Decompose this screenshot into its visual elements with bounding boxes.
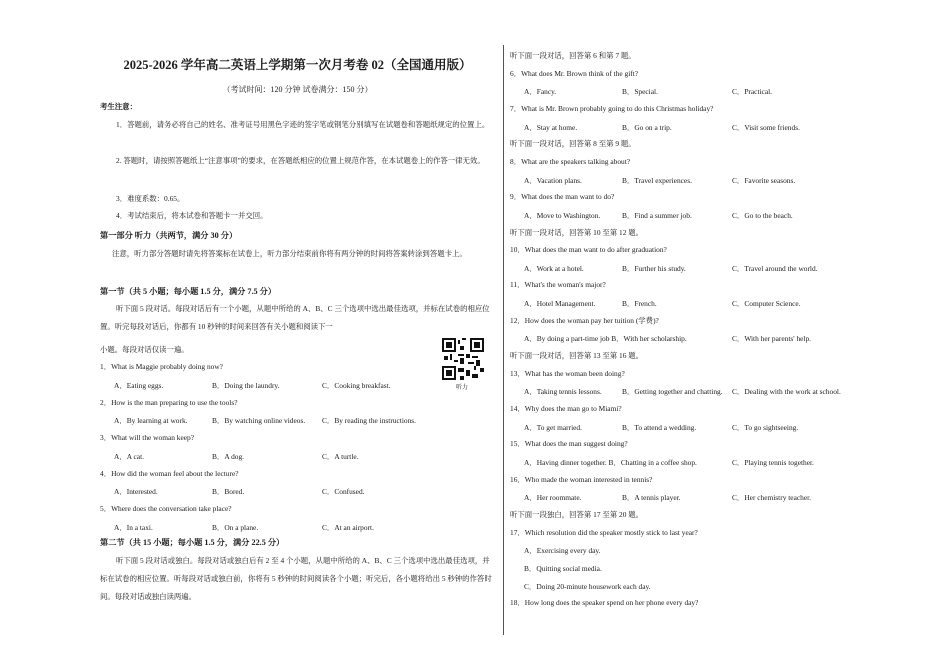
exam-title: 2025-2026 学年高二英语上学期第一次月考卷 02（全国通用版） xyxy=(123,58,472,72)
question-2-option-c[interactable]: C．By reading the instructions. xyxy=(322,416,417,425)
option-a[interactable]: A．Fancy. xyxy=(524,87,557,97)
option-c[interactable]: C．Travel around the world. xyxy=(732,263,818,273)
question-1: 1．What is Maggie probably doing now? xyxy=(100,362,223,371)
option-b[interactable]: B．Further his study. xyxy=(622,263,686,273)
section2-intro: 听下面 5 段对话或独白。每段对话或独白后有 2 至 4 个小题，从题中所给的 A、B、C 三个选项中选出最佳选项，并标在试卷的相应位置。听每段对话或独白前，你将有 5 秒钟的时间阅读各个小题；听完后，各小题将给出 5 秒钟的作答时间。每段对话或独白读两遍。 xyxy=(100,556,492,601)
option-item[interactable]: B．Quitting social media. xyxy=(524,563,602,573)
option-b[interactable]: B．Travel experiences. xyxy=(622,175,692,185)
question-line: 11．What's the woman's major? xyxy=(510,280,606,290)
option-c[interactable]: C．With her parents' help. xyxy=(732,334,812,344)
question-3-option-a[interactable]: A．A cat. xyxy=(114,451,144,461)
option-c[interactable]: C．Go to the beach. xyxy=(732,210,793,220)
option-a[interactable]: A．Stay at home. xyxy=(524,122,578,132)
option-a[interactable]: A．Vacation plans. xyxy=(524,175,582,185)
question-line: 17．Which resolution did the speaker mostly stick to last year? xyxy=(510,527,698,537)
option-b[interactable]: B．Find a summer job. xyxy=(622,210,692,220)
option-c[interactable]: C．Practical. xyxy=(732,87,773,97)
option-a[interactable]: A．Her roommate. xyxy=(524,493,582,503)
option-a[interactable]: A．Move to Washington. xyxy=(524,210,601,220)
option-a[interactable]: A．Hotel Management. xyxy=(524,299,596,309)
question-1-option-c[interactable]: C．Cooking breakfast. xyxy=(322,380,391,390)
option-a-b[interactable]: A．Having dinner together. B．Chatting in a coffee shop. xyxy=(524,457,697,467)
section1-heading: 第一节（共 5 小题；每小题 1.5 分，满分 7.5 分） xyxy=(100,287,277,296)
question-line: 7．What is Mr. Brown probably going to do this Christmas holiday? xyxy=(510,103,714,113)
option-a[interactable]: A．To get married. xyxy=(524,422,582,432)
qr-code-image xyxy=(442,338,484,380)
option-a[interactable]: A．Taking tennis lessons. xyxy=(524,387,602,397)
option-item[interactable]: A．Exercising every day. xyxy=(524,546,601,556)
question-line: 13．What has the woman been doing? xyxy=(510,368,625,378)
section1-intro: 听下面 5 段对话。每段对话后有一个小题，从题中所给的 A、B、C 三个选项中选出最佳选项，并标在试卷的相应位置。听完每段对话后，你都有 10 秒钟的时间来回答有关小题和阅读下一 xyxy=(100,304,490,331)
question-3: 3．What will the woman keep? xyxy=(100,433,194,442)
question-line: 12．How does the woman pay her tuition (学费)? xyxy=(510,315,659,325)
qr-code-label: 听力 xyxy=(456,385,469,391)
notice-heading: 考生注意： xyxy=(100,102,137,111)
question-5: 5．Where does the conversation take place? xyxy=(100,504,232,513)
instruction-line: 听下面一段独白，回答第 17 至第 20 题。 xyxy=(510,509,644,519)
column-divider xyxy=(503,45,504,635)
question-5-option-c[interactable]: C．At an airport. xyxy=(322,522,374,532)
option-c[interactable]: C．Dealing with the work at school. xyxy=(732,387,841,397)
question-line: 14．Why does the man go to Miami? xyxy=(510,404,622,413)
notice-4: 4．考试结束后，将本试卷和答题卡一并交回。 xyxy=(116,211,268,220)
notice-3: 3．难度系数：0.65。 xyxy=(116,194,185,203)
question-2: 2．How is the man preparing to use the tools? xyxy=(100,397,238,407)
section1-intro-end: 小题。每段对话仅读一遍。 xyxy=(100,345,189,354)
instruction-line: 听下面一段对话，回答第 10 至第 12 题。 xyxy=(510,227,644,237)
option-item[interactable]: C．Doing 20-minute housework each day. xyxy=(524,581,651,591)
question-4-option-b[interactable]: B．Bored. xyxy=(212,487,245,496)
question-2-option-a[interactable]: A．By learning at work. xyxy=(114,416,188,425)
question-line: 15．What does the man suggest doing? xyxy=(510,439,628,449)
question-line: 16．Who made the woman interested in tennis? xyxy=(510,474,653,484)
question-5-option-a[interactable]: A．In a taxi. xyxy=(114,522,153,532)
option-c[interactable]: C．Her chemistry teacher. xyxy=(732,493,812,503)
option-a[interactable]: A．Work at a hotel. xyxy=(524,263,584,273)
question-1-option-b[interactable]: B．Doing the laundry. xyxy=(212,380,280,390)
option-c[interactable]: C．To go sightseeing. xyxy=(732,422,799,432)
option-c[interactable]: C．Playing tennis together. xyxy=(732,457,814,467)
notice-2: 2. 答题时，请按照答题纸上“注意事项”的要求，在答题纸相应的位置上规范作答，在本试题卷上的作答一律无效。 xyxy=(116,156,485,165)
part1-heading: 第一部分 听力（共两节，满分 30 分） xyxy=(100,231,238,240)
question-3-option-c[interactable]: C．A turtle. xyxy=(322,451,359,461)
option-b[interactable]: B．A tennis player. xyxy=(622,493,681,503)
option-b[interactable]: B．Special. xyxy=(622,87,658,97)
option-b[interactable]: B．Go on a trip. xyxy=(622,122,672,132)
option-b[interactable]: B．French. xyxy=(622,299,657,309)
instruction-line: 听下面一段对话，回答第 8 至第 9 题。 xyxy=(510,139,636,149)
question-line: 8．What are the speakers talking about? xyxy=(510,156,631,166)
option-c[interactable]: C．Favorite seasons. xyxy=(732,175,796,185)
instruction-line: 听下面一段对话，回答第 6 和第 7 题。 xyxy=(510,51,636,60)
option-c[interactable]: C．Visit some friends. xyxy=(732,122,800,132)
exam-info: （考试时间：120 分钟 试卷满分：150 分） xyxy=(222,85,373,94)
question-line: 9．What does the man want to do? xyxy=(510,192,615,202)
question-2-option-b[interactable]: B．By watching online videos. xyxy=(212,416,306,425)
question-line: 18．How long does the speaker spend on her phone every day? xyxy=(510,598,699,608)
question-4-option-c[interactable]: C．Confused. xyxy=(322,487,365,496)
instruction-line: 听下面一段对话，回答第 13 至第 16 题。 xyxy=(510,351,644,361)
question-line: 6．What does Mr. Brown think of the gift? xyxy=(510,68,639,78)
part1-note: 注意，听力部分答题时请先将答案标在试卷上，听力部分结束前你将有两分钟的时间将答案转涂到答题卡上。 xyxy=(112,249,467,258)
option-b[interactable]: B．Getting together and chatting. xyxy=(622,387,723,397)
section2-heading: 第二节（共 15 小题；每小题 1.5 分，满分 22.5 分） xyxy=(100,538,285,547)
option-b[interactable]: B．To attend a wedding. xyxy=(622,422,697,432)
notice-1: 1．答题前，请务必将自己的姓名、准考证号用黑色字迹的签字笔或钢笔分别填写在试题卷和答题纸规定的位置上。 xyxy=(116,120,490,129)
question-1-option-a[interactable]: A．Eating eggs. xyxy=(114,380,164,390)
option-c[interactable]: C．Computer Science. xyxy=(732,299,801,309)
question-4: 4．How did the woman feel about the lecture? xyxy=(100,468,239,478)
question-3-option-b[interactable]: B．A dog. xyxy=(212,451,245,461)
question-5-option-b[interactable]: B．On a plane. xyxy=(212,522,259,532)
question-4-option-a[interactable]: A．Interested. xyxy=(114,487,158,496)
option-a-b[interactable]: A．By doing a part-time job B．With her scholarship. xyxy=(524,334,687,344)
question-line: 10．What does the man want to do after graduation? xyxy=(510,245,667,255)
